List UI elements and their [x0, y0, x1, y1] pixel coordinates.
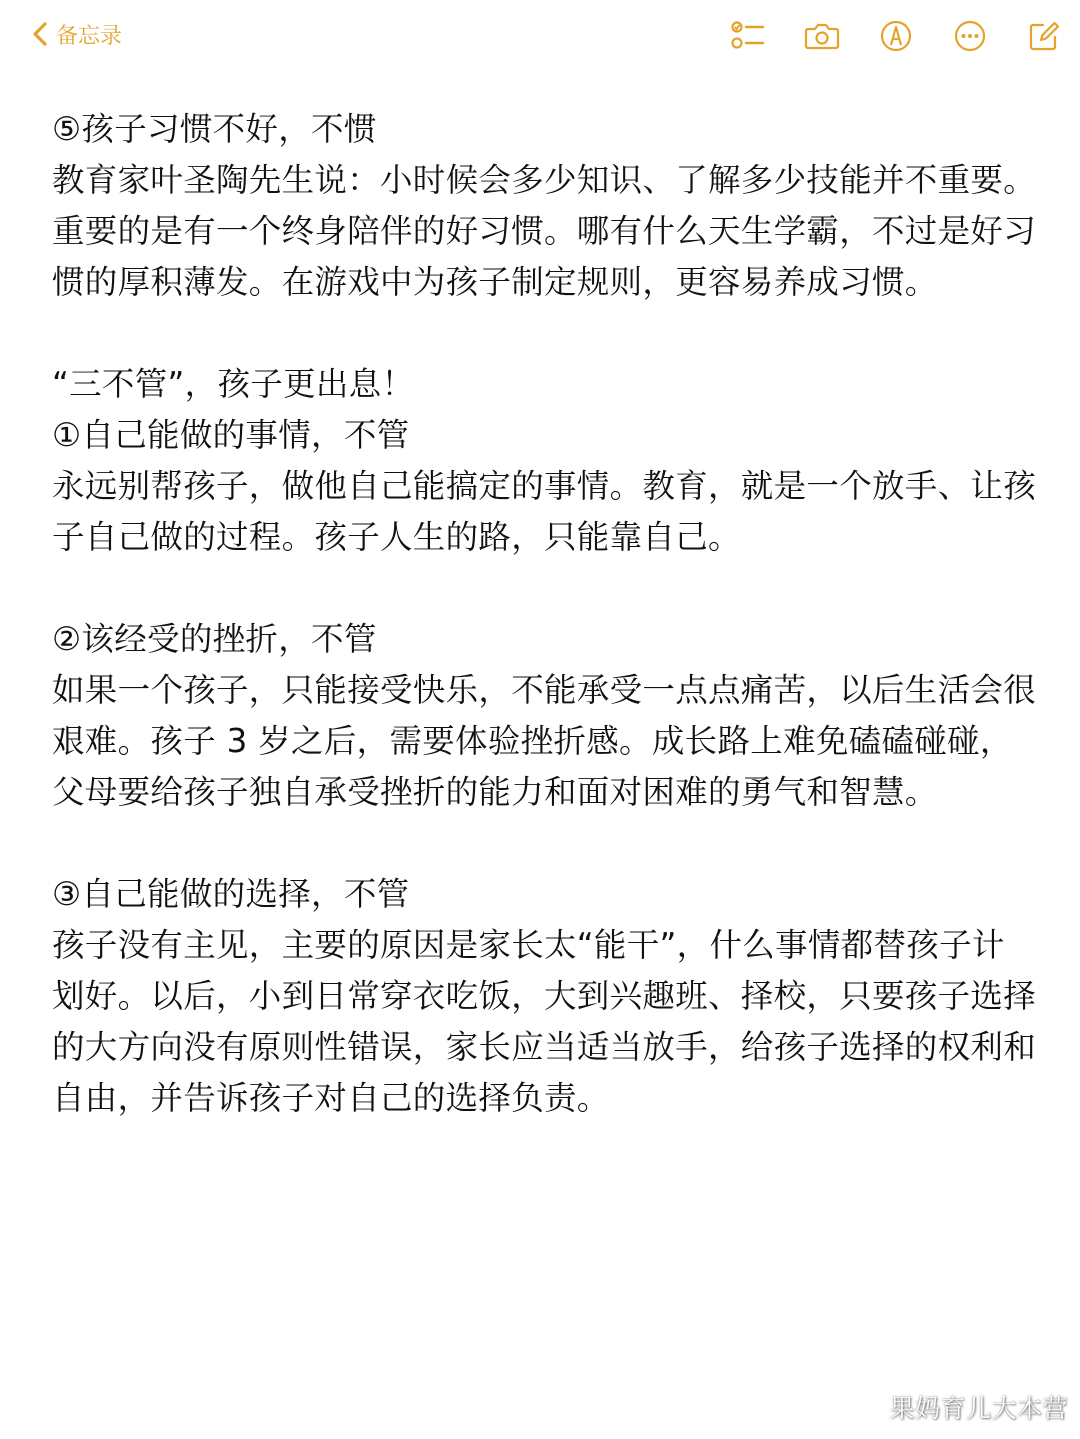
item2-title: ②该经受的挫折，不管 [52, 620, 377, 658]
blank-line [52, 563, 1037, 614]
item1-title: ①自己能做的事情，不管 [52, 416, 410, 454]
toolbar-actions [730, 14, 1062, 58]
blank-line [52, 308, 1037, 359]
camera-icon [804, 18, 840, 54]
item2-body: 如果一个孩子，只能接受快乐，不能承受一点点痛苦，以后生活会很艰难。孩子 3 岁之后，需要体验挫折感。成长路上难免磕磕碰碰，父母要给孩子独自承受挫折的能力和面对困难的勇气和智慧。 [52, 671, 1037, 811]
markup-button[interactable] [878, 18, 914, 54]
more-button[interactable] [952, 18, 988, 54]
three-rules-heading: “三不管”，孩子更出息！ [52, 365, 415, 403]
section5-body: 教育家叶圣陶先生说：小时候会多少知识、了解多少技能并不重要。重要的是有一个终身陪伴的好习惯。哪有什么天生学霸，不过是好习惯的厚积薄发。在游戏中为孩子制定规则，更容易养成习惯。 [52, 161, 1037, 301]
notes-toolbar [0, 0, 1080, 70]
camera-button[interactable] [804, 18, 840, 54]
chevron-left-icon [28, 19, 52, 49]
item1-body: 永远别帮孩子，做他自己能搞定的事情。教育，就是一个放手、让孩子自己做的过程。孩子人生的路，只能靠自己。 [52, 467, 1037, 556]
compose-icon [1026, 18, 1062, 54]
section5-title: ⑤孩子习惯不好，不惯 [52, 110, 377, 148]
more-icon [952, 18, 988, 54]
item3-body: 孩子没有主见，主要的原因是家长太“能干”，什么事情都替孩子计划好。以后，小到日常穿衣吃饭，大到兴趣班、择校，只要孩子选择的大方向没有原则性错误，家长应当适当放手，给孩子选择的权利和自由，并告诉孩子对自己的选择负责。 [52, 926, 1037, 1117]
back-label: 备忘录 [56, 23, 123, 49]
back-button[interactable] [28, 14, 122, 54]
checklist-button[interactable] [730, 18, 766, 54]
note-body[interactable] [52, 104, 1037, 1124]
markup-pen-icon [878, 18, 914, 54]
compose-button[interactable] [1026, 18, 1062, 54]
blank-line [52, 818, 1037, 869]
watermark: 果妈育儿大本营 [889, 1394, 1068, 1423]
checklist-icon [730, 18, 766, 54]
item3-title: ③自己能做的选择，不管 [52, 875, 410, 913]
